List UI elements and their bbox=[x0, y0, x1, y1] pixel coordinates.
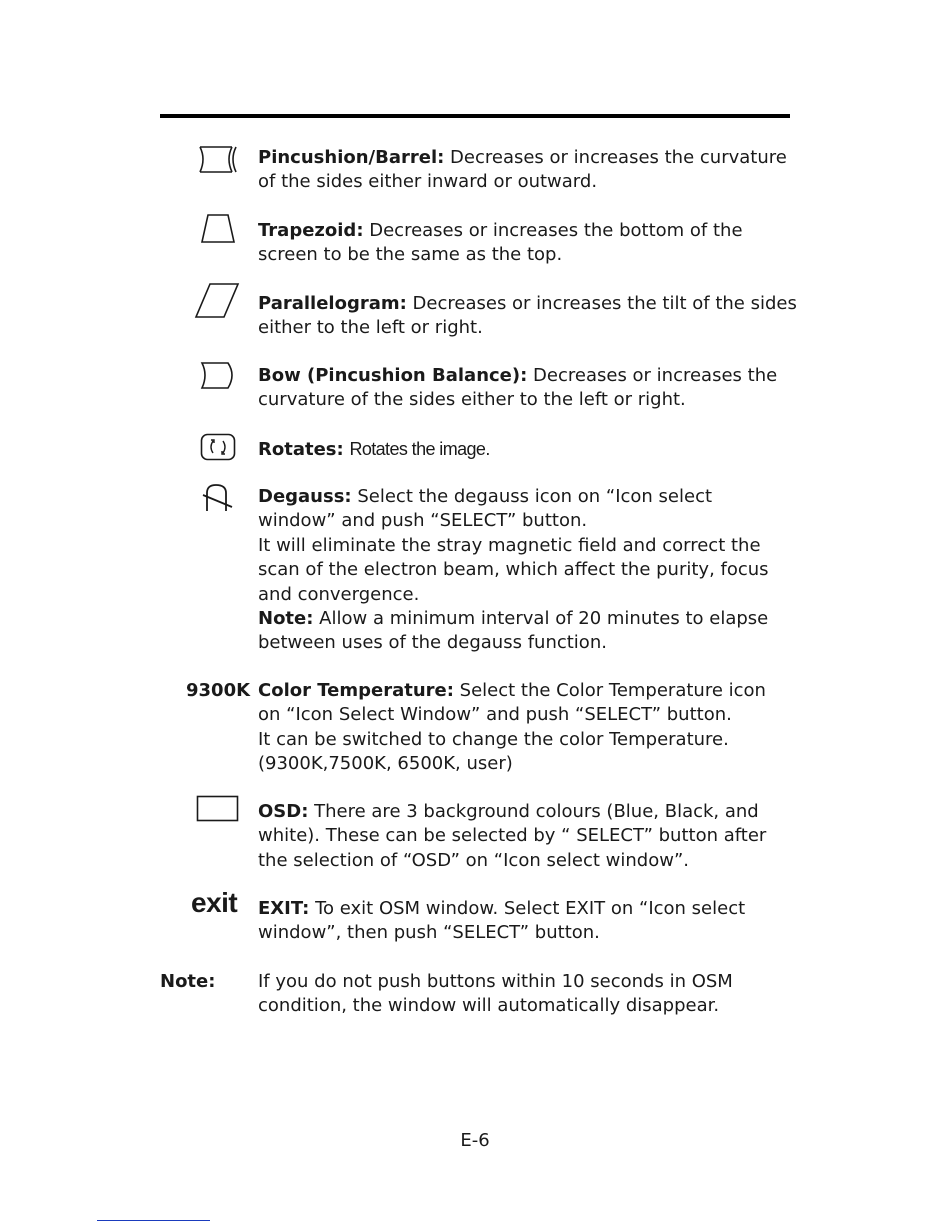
entry-parallelogram: Parallelogram: Decreases or increases the tilt of the sides either to the left or right. bbox=[160, 292, 800, 341]
pincushion-barrel-icon bbox=[160, 146, 250, 186]
degauss-note-label: Note: bbox=[258, 608, 314, 630]
entry-rotates: Rotates: Rotates the image. bbox=[160, 437, 800, 462]
rotate-icon bbox=[160, 437, 250, 477]
entry-osd: OSD: There are 3 background colours (Blue, Black, and white). These can be selected by “ SELECT” button after the selection of “OSD” on “Icon select window”. bbox=[160, 800, 800, 873]
entry-trapezoid: Trapezoid: Decreases or increases the bottom of the screen to be the same as the top. bbox=[160, 219, 800, 268]
page-number: E-6 bbox=[460, 1130, 490, 1151]
trapezoid-icon bbox=[160, 219, 250, 259]
entry-exit: exit EXIT: To exit OSM window. Select EXIT on “Icon select window”, then push “SELECT” button. bbox=[191, 887, 746, 944]
osd-icon bbox=[160, 800, 250, 840]
entry-pincushion-barrel: Pincushion/Barrel: Decreases or increases the curvature of the sides either inward or outward. bbox=[160, 146, 800, 195]
footer-note: Note: If you do not push buttons within 10 seconds in OSM condition, the window will automatically disappear. bbox=[160, 971, 733, 1017]
bow-icon bbox=[160, 364, 250, 404]
parallelogram-icon bbox=[160, 292, 250, 332]
top-rule bbox=[160, 114, 790, 118]
exit-icon: exit bbox=[191, 887, 238, 918]
footer-note-label: Note: bbox=[160, 971, 216, 992]
entry-color-temperature: 9300K Color Temperature: Select the Color Temperature icon on “Icon Select Window” and push “SELECT” button. It can be switched to change the color Temperature. (9300K,7500K, 6500K, user) bbox=[186, 680, 766, 775]
bottom-link-underline bbox=[97, 1220, 210, 1221]
color-temperature-tag: 9300K bbox=[186, 680, 251, 701]
entry-bow: Bow (Pincushion Balance): Decreases or increases the curvature of the sides either to the left or right. bbox=[160, 364, 800, 413]
degauss-icon bbox=[160, 485, 250, 525]
entry-degauss: Degauss: Select the degauss icon on “Icon select window” and push “SELECT” button. It will eliminate the stray magnetic field and correct the scan of the electron beam, which affect the purity, focus and convergence. Note: Allow a minimum interval of 20 minutes to elapse between uses of the degauss function. bbox=[160, 485, 800, 656]
